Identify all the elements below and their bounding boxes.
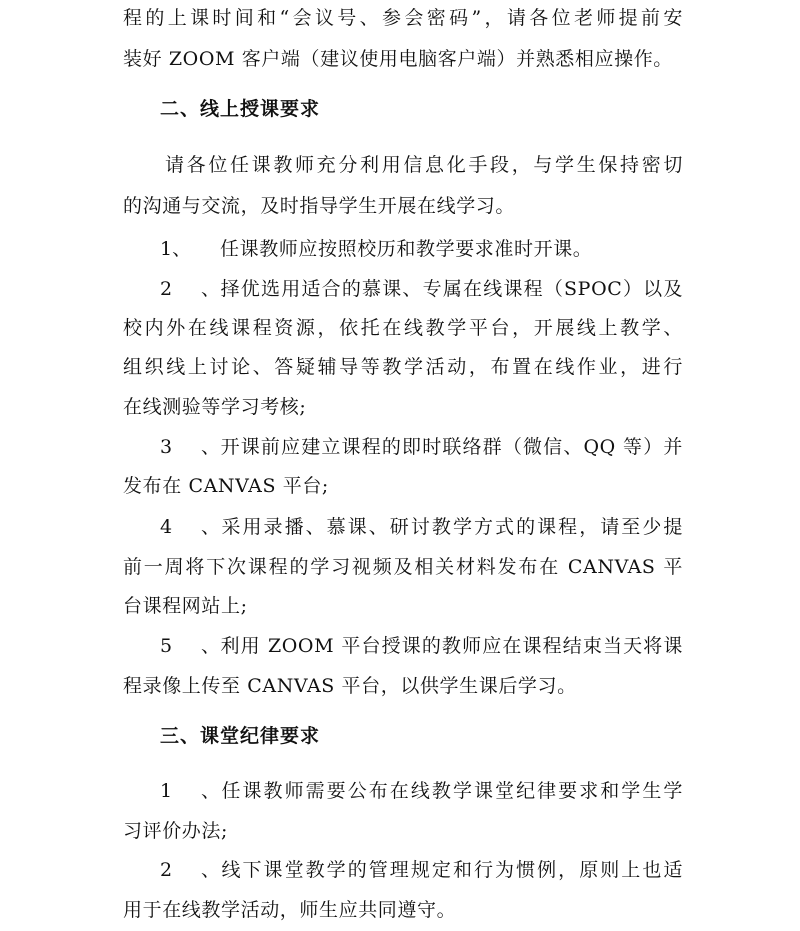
item-text: 开课前应建立课程的即时联络群（微信、QQ 等）并 — [220, 436, 683, 458]
item-number: 5、 — [160, 635, 220, 657]
list-item — [123, 776, 683, 806]
item-continuation-line: 台课程网站上; — [123, 595, 248, 617]
list-item — [123, 234, 683, 264]
item-continuation-line: 组织线上讨论、答疑辅导等教学活动，布置在线作业，进行 — [123, 356, 683, 378]
list-item — [123, 432, 683, 462]
item-text: 利用 ZOOM 平台授课的教师应在课程结束当天将课 — [220, 635, 683, 657]
item-continuation-line: 在线测验等学习考核; — [123, 396, 307, 418]
item-text: 择优选用适合的慕课、专属在线课程（SPOC）以及 — [220, 278, 683, 300]
section-heading: 二、线上授课要求 — [160, 98, 321, 120]
list-item — [123, 631, 683, 661]
paragraph-line: 的沟通与交流，及时指导学生开展在线学习。 — [123, 195, 516, 217]
intro-line: 装好 ZOOM 客户端（建议使用电脑客户端）并熟悉相应操作。 — [123, 48, 673, 70]
item-number: 2、 — [160, 859, 220, 881]
item-number: 1、 — [160, 238, 192, 260]
item-number: 3、 — [160, 436, 220, 458]
item-continuation-line: 用于在线教学活动，师生应共同遵守。 — [123, 899, 457, 921]
item-text: 任课教师应按照校历和教学要求准时开课。 — [220, 238, 593, 260]
list-item — [123, 274, 683, 304]
paragraph-line: 请各位任课教师充分利用信息化手段，与学生保持密切 — [165, 154, 683, 176]
item-text: 线下课堂教学的管理规定和行为惯例，原则上也适 — [220, 859, 683, 881]
item-number: 1、 — [160, 780, 220, 802]
item-text: 采用录播、慕课、研讨教学方式的课程，请至少提 — [220, 516, 683, 538]
item-continuation-line: 程录像上传至 CANVAS 平台，以供学生课后学习。 — [123, 675, 577, 697]
list-item — [123, 855, 683, 885]
item-number: 2、 — [160, 278, 220, 300]
item-continuation-line: 发布在 CANVAS 平台; — [123, 475, 329, 497]
item-continuation-line: 校内外在线课程资源，依托在线教学平台，开展线上教学、 — [123, 317, 683, 339]
list-item — [123, 512, 683, 542]
item-continuation-line: 前一周将下次课程的学习视频及相关材料发布在 CANVAS 平 — [123, 556, 683, 578]
item-continuation-line: 习评价办法; — [123, 820, 229, 842]
section-heading: 三、课堂纪律要求 — [160, 725, 321, 747]
item-text: 任课教师需要公布在线教学课堂纪律要求和学生学 — [220, 780, 683, 802]
intro-line: 程的上课时间和“会议号、参会密码”，请各位老师提前安 — [123, 7, 683, 29]
item-number: 4、 — [160, 516, 220, 538]
